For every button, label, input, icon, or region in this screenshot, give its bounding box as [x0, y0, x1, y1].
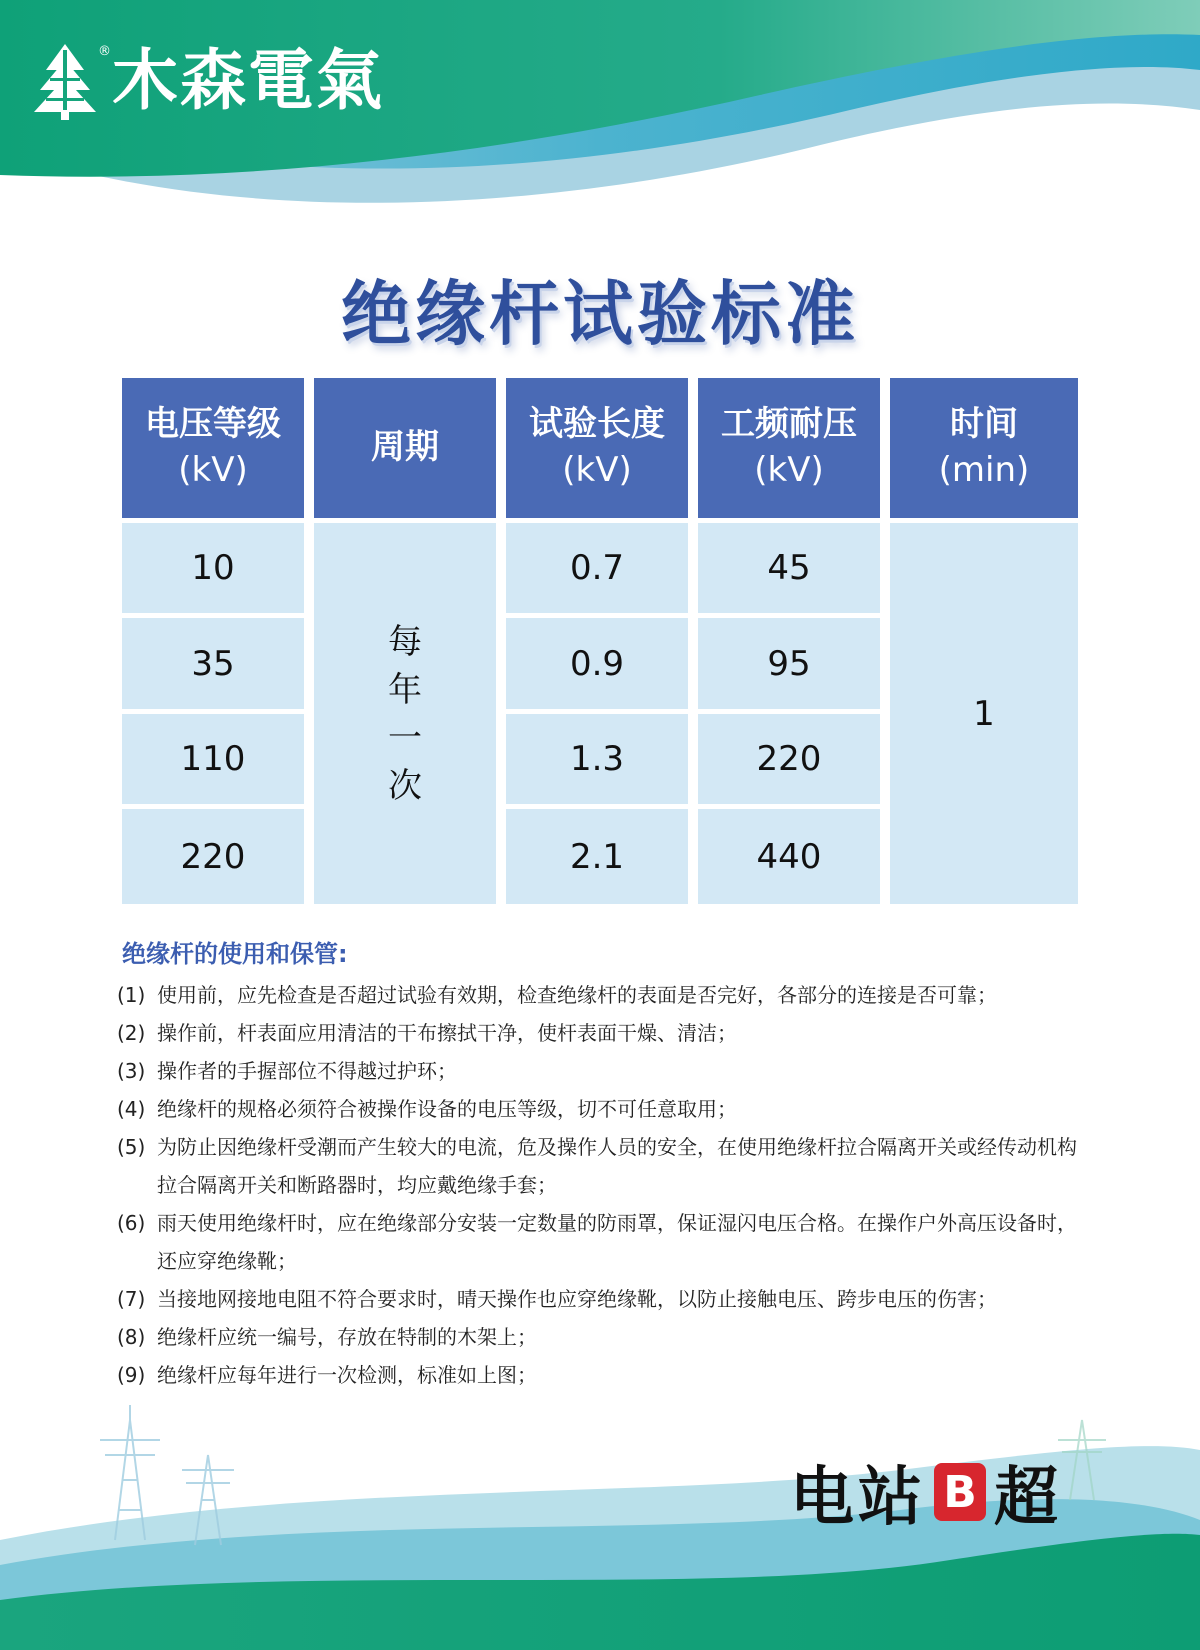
item-number: (3) — [117, 1059, 146, 1083]
header-length-title: 试验长度 — [529, 404, 665, 445]
cycle-char: 次 — [388, 765, 422, 806]
item-number: (8) — [117, 1325, 146, 1349]
withstand-cell: 95 — [698, 618, 880, 709]
list-item — [117, 976, 1077, 1014]
voltage-cell: 35 — [122, 618, 304, 709]
header-withstand-unit: (kV) — [754, 450, 824, 490]
length-cell: 0.9 — [506, 618, 688, 709]
item-number: (4) — [117, 1097, 146, 1121]
item-text: 绝缘杆的规格必须符合被操作设备的电压等级，切不可任意取用； — [157, 1097, 737, 1121]
lightning-b-icon — [934, 1463, 986, 1521]
item-text: 操作前，杆表面应用清洁的干布擦拭干净，使杆表面干燥、清洁； — [157, 1021, 737, 1045]
time-cell: 1 — [890, 523, 1078, 904]
lightning-b-letter: B — [943, 1466, 977, 1518]
header-time — [890, 378, 1078, 518]
withstand-cell: 440 — [698, 809, 880, 904]
voltage-cell: 110 — [122, 714, 304, 804]
header-time-title: 时间 — [950, 404, 1018, 445]
item-text: 绝缘杆应统一编号，存放在特制的木架上； — [157, 1325, 537, 1349]
voltage-cell: 10 — [122, 523, 304, 613]
item-number: (2) — [117, 1021, 146, 1045]
item-text: 绝缘杆应每年进行一次检测，标准如上图； — [157, 1363, 537, 1387]
list-item — [117, 1356, 1077, 1394]
brand-logo — [28, 40, 384, 122]
list-item — [117, 1090, 1077, 1128]
item-number: (6) — [117, 1211, 146, 1235]
item-number: (9) — [117, 1363, 146, 1387]
item-text: 操作者的手握部位不得越过护环； — [157, 1059, 457, 1083]
footer-brand-part2: 超 — [994, 1461, 1062, 1535]
length-cell: 2.1 — [506, 809, 688, 904]
header-voltage — [122, 378, 304, 518]
brand-name: 木森電氣 — [112, 42, 384, 119]
item-number: (7) — [117, 1287, 146, 1311]
list-item — [117, 1052, 1077, 1090]
item-number: (1) — [117, 983, 146, 1007]
header-length — [506, 378, 688, 518]
header-withstand-title: 工频耐压 — [721, 404, 857, 445]
footer-brand — [790, 1446, 1062, 1538]
item-number: (5) — [117, 1135, 146, 1159]
voltage-cell: 220 — [122, 809, 304, 904]
cycle-cell — [314, 523, 496, 904]
page-title: 绝缘杆试验标准 — [341, 273, 859, 355]
list-item — [117, 1280, 1077, 1318]
list-item — [117, 1204, 1077, 1280]
item-text: 雨天使用绝缘杆时，应在绝缘部分安装一定数量的防雨罩，保证湿闪电压合格。在操作户外高压设备时，还应穿绝缘靴； — [157, 1211, 1077, 1273]
length-cell: 0.7 — [506, 523, 688, 613]
usage-list — [117, 976, 1077, 1394]
length-cell: 1.3 — [506, 714, 688, 804]
withstand-cell: 45 — [698, 523, 880, 613]
list-item — [117, 1318, 1077, 1356]
header-cycle-title: 周期 — [371, 427, 439, 468]
cycle-char: 每 — [388, 621, 422, 662]
item-text: 为防止因绝缘杆受潮而产生较大的电流，危及操作人员的安全，在使用绝缘杆拉合隔离开关或经传动机构拉合隔离开关和断路器时，均应戴绝缘手套； — [157, 1135, 1077, 1197]
withstand-cell: 220 — [698, 714, 880, 804]
header-voltage-title: 电压等级 — [145, 404, 281, 445]
standards-table — [122, 378, 1078, 904]
footer-brand-part1: 电站 — [790, 1461, 926, 1535]
header-length-unit: (kV) — [562, 450, 632, 490]
list-item — [117, 1014, 1077, 1052]
item-text: 使用前，应先检查是否超过试验有效期，检查绝缘杆的表面是否完好，各部分的连接是否可靠； — [157, 983, 997, 1007]
item-text: 当接地网接地电阻不符合要求时，晴天操作也应穿绝缘靴，以防止接触电压、跨步电压的伤害； — [157, 1287, 997, 1311]
header-withstand — [698, 378, 880, 518]
cycle-char: 年 — [388, 669, 422, 710]
tree-logo-icon — [28, 40, 102, 122]
registered-mark: ® — [98, 44, 111, 59]
list-item — [117, 1128, 1077, 1204]
header-voltage-unit: (kV) — [178, 450, 248, 490]
header-time-unit: (min) — [938, 450, 1030, 490]
header-cycle — [314, 378, 496, 518]
usage-heading: 绝缘杆的使用和保管: — [122, 940, 348, 968]
cycle-char: 一 — [388, 717, 422, 758]
